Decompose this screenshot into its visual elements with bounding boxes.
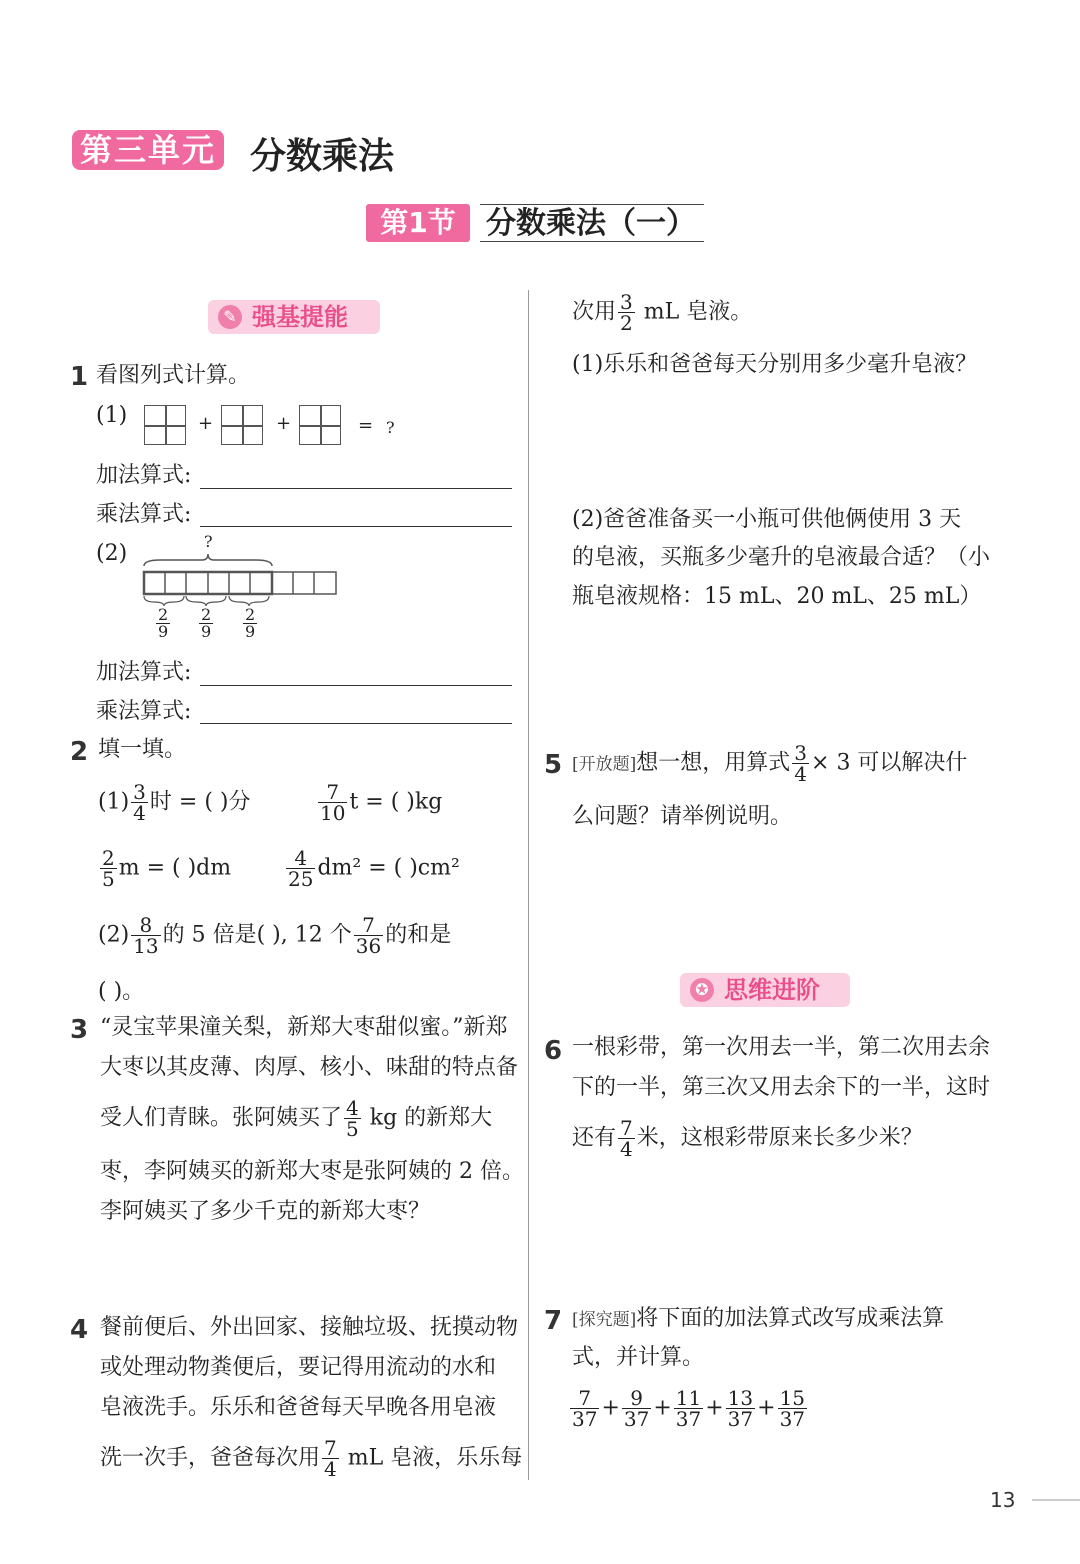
q6-line: 下的一半，第三次又用去余下的一半，这时 — [572, 1075, 991, 1100]
plus-sign: + — [276, 413, 292, 434]
q2-row1b: $\frac{7}{10}$ t = ( )kg — [320, 780, 443, 825]
q2-blank: ( )。 — [98, 979, 145, 1004]
open-question-tag: [开放题] — [572, 754, 637, 775]
q1-mul-label: 乘法算式: — [96, 699, 192, 724]
q2-row2: $\frac{2}{5}$ m = ( )dm — [102, 846, 232, 891]
q4-sub1: (1)乐乐和爸爸每天分别用多少毫升皂液？ — [572, 352, 978, 377]
strip-fraction: $\frac{2}{9}$ — [158, 605, 169, 641]
q1-title: 看图列式计算。 — [96, 363, 251, 388]
q4-number: 4 — [70, 1315, 89, 1345]
section-basic-pill — [208, 300, 380, 334]
q3-line: 李阿姨买了多少千克的新郑大枣？ — [100, 1199, 431, 1224]
strip-fraction: $\frac{2}{9}$ — [201, 605, 212, 641]
q3-line: 枣，李阿姨买的新郑大枣是张阿姨的 2 倍。 — [100, 1159, 524, 1184]
q1-mul-label: 乘法算式: — [96, 502, 192, 527]
q4-continued: 次用 $\frac{3}{2}$ mL 皂液。 — [572, 290, 753, 335]
q2-number: 2 — [70, 737, 89, 767]
q2-row2b: $\frac{4}{25}$ dm² = ( )cm² — [288, 846, 460, 891]
q7-line: 式，并计算。 — [572, 1345, 705, 1370]
q1-part1-label: (1) — [96, 403, 128, 428]
page-number-bar — [1032, 1499, 1080, 1501]
answer-line — [200, 526, 512, 527]
q5-line: [开放题]想一想，用算式 $\frac{3}{4}$ × 3 可以解决什 — [572, 741, 968, 786]
q4-line: 洗一次手，爸爸每次用 $\frac{7}{4}$ mL 皂液，乐乐每 — [100, 1436, 523, 1481]
q6-line: 一根彩带，第一次用去一半，第二次用去余 — [572, 1035, 991, 1060]
section-basic-label: 强基提能 — [252, 303, 348, 331]
answer-line — [200, 685, 512, 686]
medal-icon: ✪ — [690, 978, 714, 1002]
unit-title: 分数乘法 — [250, 136, 395, 177]
grid-square — [221, 405, 263, 445]
question-mark: ? — [386, 418, 395, 437]
strip-fraction: $\frac{2}{9}$ — [245, 605, 256, 641]
q7-line: [探究题]将下面的加法算式改写成乘法算 — [572, 1306, 945, 1331]
q1-add-label: 加法算式: — [96, 660, 192, 685]
q3-number: 3 — [70, 1015, 89, 1045]
pencil-icon: ✎ — [218, 305, 242, 329]
plus-sign: + — [198, 413, 214, 434]
q7-expression: $\frac{7}{37}$ + $\frac{9}{37}$ + $\frac{11}{37}$ + $\frac{13}{37}$ + $\frac{15}{37}$ — [572, 1386, 806, 1431]
unit-badge: 第三单元 — [72, 130, 224, 170]
q4-line: 皂液洗手。乐乐和爸爸每天早晚各用皂液 — [100, 1395, 497, 1420]
section-advanced-label: 思维进阶 — [724, 976, 820, 1004]
q4-sub2: 瓶皂液规格：15 mL、20 mL、25 mL） — [572, 584, 982, 609]
column-divider — [528, 290, 529, 1480]
explore-question-tag: [探究题] — [572, 1310, 637, 1330]
section-badge: 第1节 — [366, 204, 470, 242]
section-advanced-pill — [680, 973, 850, 1007]
q3-line: 大枣以其皮薄、肉厚、核小、味甜的特点备 — [100, 1055, 519, 1080]
section-title: 分数乘法（一） — [480, 204, 704, 242]
q2-row1: (1) $\frac{3}{4}$ 时 = ( )分 — [98, 780, 251, 825]
q1-part2-label: (2) — [96, 541, 128, 566]
equals-sign: = — [358, 415, 374, 436]
q1-add-label: 加法算式: — [96, 463, 192, 488]
answer-line — [200, 723, 512, 724]
q4-line: 或处理动物粪便后，要记得用流动的水和 — [100, 1355, 497, 1380]
q6-line: 还有 $\frac{7}{4}$ 米，这根彩带原来长多少米？ — [572, 1116, 923, 1161]
grid-square — [299, 405, 341, 445]
q3-line: “灵宝苹果潼关梨，新郑大枣甜似蜜。”新郑 — [100, 1015, 508, 1040]
q5-number: 5 — [544, 750, 563, 780]
q3-line: 受人们青睐。张阿姨买了 $\frac{4}{5}$ kg 的新郑大 — [100, 1096, 493, 1141]
answer-line — [200, 488, 512, 489]
q6-number: 6 — [544, 1036, 563, 1066]
page-number: 13 — [990, 1488, 1016, 1512]
q2-title: 填一填。 — [98, 737, 187, 762]
q2-row3: (2) $\frac{8}{13}$ 的 5 倍是( ), 12 个 $\frac{7}{36}$ 的和是 — [98, 913, 452, 958]
q1-number: 1 — [70, 362, 89, 392]
q4-line: 餐前便后、外出回家、接触垃圾、抚摸动物 — [100, 1315, 519, 1340]
q4-sub2: (2)爸爸准备买一小瓶可供他俩使用 3 天 — [572, 507, 962, 532]
q5-line: 么问题？请举例说明。 — [572, 804, 793, 829]
q7-number: 7 — [544, 1306, 563, 1336]
brace-question: ? — [204, 532, 213, 551]
q4-sub2: 的皂液，买瓶多少毫升的皂液最合适？（小 — [572, 545, 991, 570]
grid-square — [144, 405, 186, 445]
